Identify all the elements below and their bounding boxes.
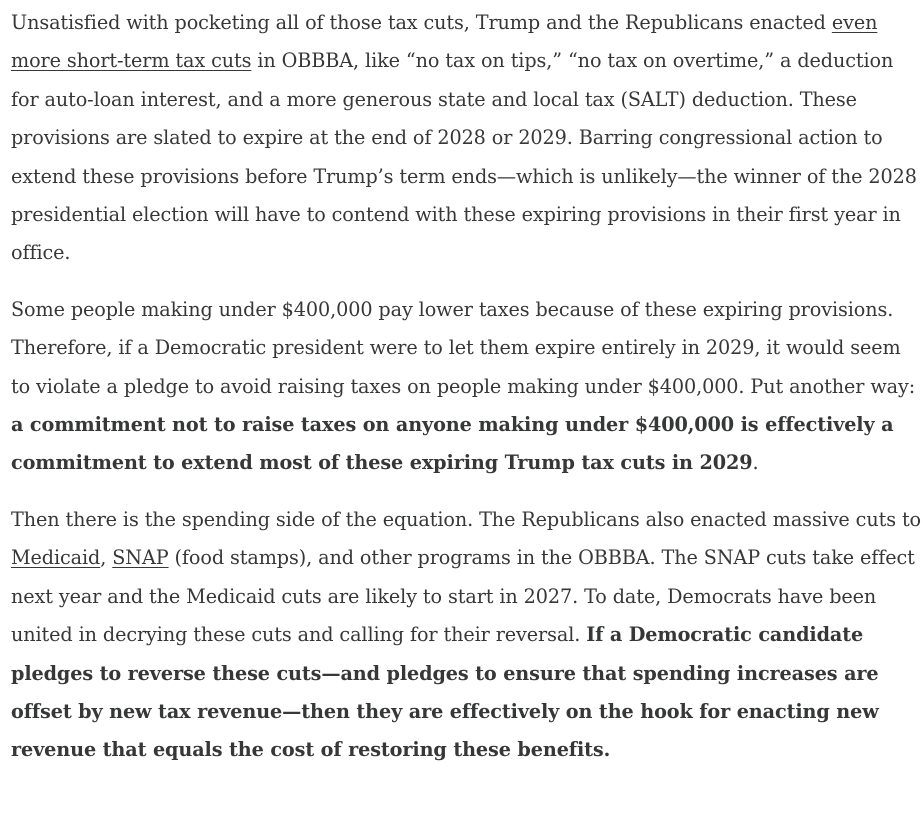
paragraph-text: Then there is the spending side of the equation. The Republicans also enacted massive cuts to xyxy=(11,507,922,531)
paragraph-text: Some people making under $400,000 pay lower taxes because of these expiring provisions. Therefore, if a Democratic president were to let them expire entirely in 2029, it would seem to violate a pledge to avoid raising taxes on people making under $400,000. Put another way: xyxy=(11,297,916,398)
link-snap[interactable]: SNAP xyxy=(112,546,169,570)
paragraph-text: Unsatisfied with pocketing all of those tax cuts, Trump and the Republicans enacted xyxy=(11,11,832,34)
paragraph-expiring-tax-cuts xyxy=(11,4,923,273)
link-medicaid[interactable]: Medicaid xyxy=(11,546,101,570)
bold-emphasis: a commitment not to raise taxes on anyone making under $400,000 is effectively a commitment to extend most of these expiring Trump tax cuts in 2029 xyxy=(11,413,894,475)
link-short-term-tax-cuts[interactable]: even more short-term tax cuts xyxy=(11,11,878,73)
paragraph-400k-pledge xyxy=(11,291,923,483)
paragraph-spending-cuts xyxy=(11,501,923,770)
paragraph-text: , xyxy=(100,546,113,570)
bold-emphasis: If a Democratic candidate pledges to reverse these cuts—and pledges to ensure that spending increases are offset by new tax revenue—then they are effectively on the hook for enacting new revenue that equals the cost of restoring these benefits. xyxy=(11,623,879,762)
paragraph-text: in OBBBA, like “no tax on tips,” “no tax on overtime,” a deduction for auto-loan interest, and a more generous state and local tax (SALT) deduction. These provisions are slated to expire at the end of 2028 or 2029. Barring congressional action to extend these provisions before Trump’s term ends—which is unlikely—the winner of the 2028 presidential election will have to contend with these expiring provisions in their first year in office. xyxy=(11,49,917,265)
paragraph-text: . xyxy=(752,451,759,475)
paragraph-text: (food stamps), and other programs in the OBBBA. The SNAP cuts take effect next year and the Medicaid cuts are likely to start in 2027. To date, Democrats have been united in decrying these cuts and calling for their reversal. xyxy=(11,546,915,647)
